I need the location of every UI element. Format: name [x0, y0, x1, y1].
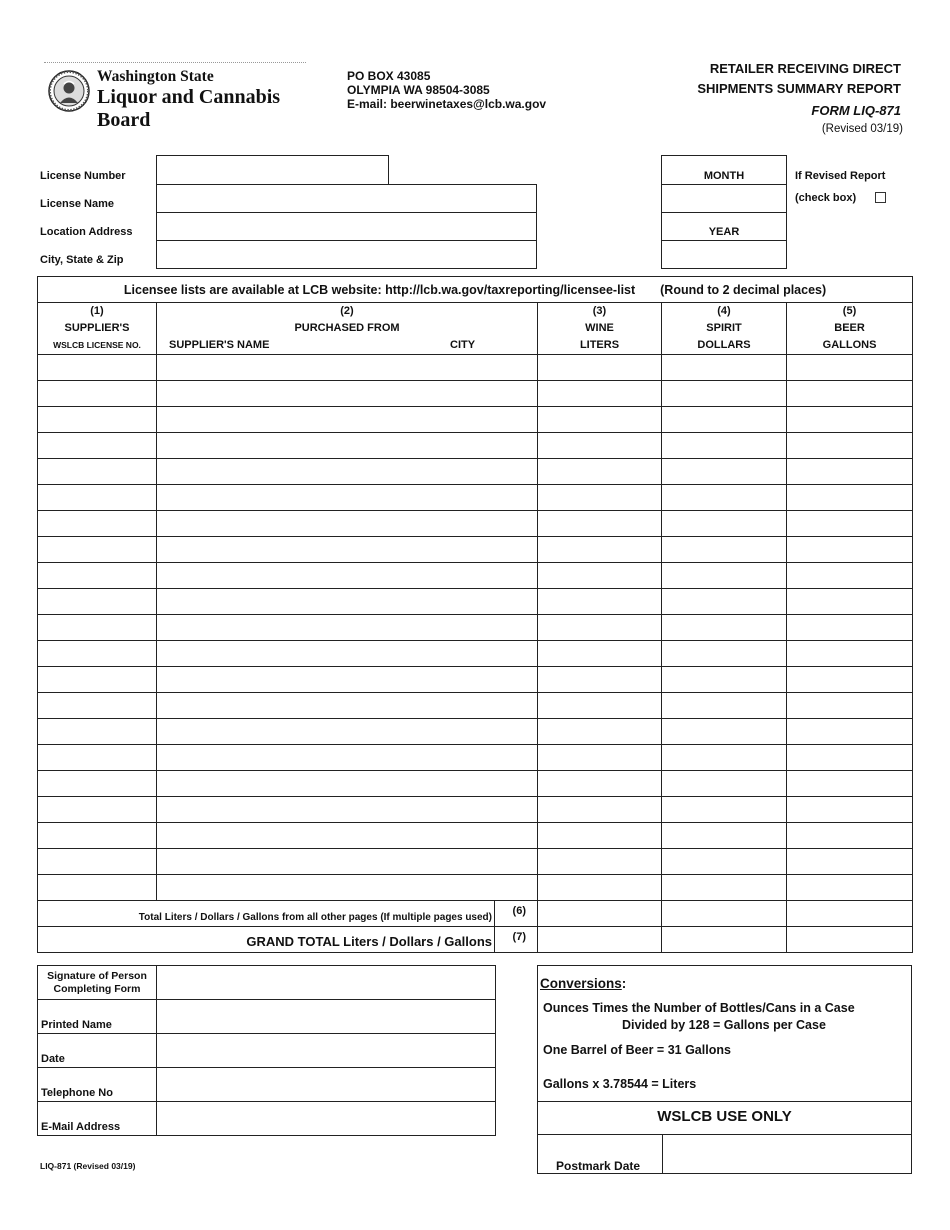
date-label: Date	[41, 1053, 65, 1065]
col5-num: (5)	[842, 305, 857, 317]
entry-row	[38, 537, 913, 563]
beer-gallons-cell[interactable]	[787, 511, 913, 537]
entry-row	[38, 355, 913, 381]
printed-name-label: Printed Name	[41, 1019, 112, 1031]
beer-gallons-cell[interactable]	[787, 693, 913, 719]
round-note: (Round to 2 decimal places)	[660, 282, 827, 297]
spirit-dollars-cell[interactable]	[662, 719, 787, 745]
wine-liters-cell[interactable]	[538, 615, 662, 641]
licensee-list-notice: Licensee lists are available at LCB website: http://lcb.wa.gov/taxreporting/licensee-list	[123, 282, 636, 297]
entry-row	[38, 745, 913, 771]
letterhead	[40, 62, 330, 131]
spirit-total-cell[interactable]	[662, 927, 787, 953]
entry-row	[38, 459, 913, 485]
mailing-address	[347, 69, 546, 111]
city-state-zip-input[interactable]	[156, 240, 537, 269]
beer-gallons-cell[interactable]	[787, 459, 913, 485]
wine-liters-cell[interactable]	[538, 693, 662, 719]
conversion-line2: Divided by 128 = Gallons per Case	[622, 1018, 826, 1032]
beer-gallons-cell[interactable]	[787, 537, 913, 563]
supplier-license-cell[interactable]	[38, 875, 157, 901]
supplier-name-city-cell[interactable]	[157, 459, 538, 485]
spirit-dollars-cell[interactable]	[662, 849, 787, 875]
beer-gallons-cell[interactable]	[787, 823, 913, 849]
entry-row	[38, 823, 913, 849]
conversion-line4: Gallons x 3.78544 = Liters	[543, 1077, 697, 1091]
location-address-label: Location Address	[40, 226, 133, 238]
spirit-dollars-cell[interactable]	[662, 797, 787, 823]
beer-gallons-cell[interactable]	[787, 771, 913, 797]
supplier-license-cell[interactable]	[38, 433, 157, 459]
supplier-name-city-cell[interactable]	[157, 693, 538, 719]
spirit-dollars-cell[interactable]	[662, 511, 787, 537]
grand-total-label: GRAND TOTAL Liters / Dollars / Gallons	[246, 934, 492, 949]
supplier-license-cell[interactable]	[38, 355, 157, 381]
wine-liters-cell[interactable]	[538, 485, 662, 511]
wine-liters-cell[interactable]	[538, 823, 662, 849]
spirit-dollars-cell[interactable]	[662, 745, 787, 771]
beer-gallons-cell[interactable]	[787, 589, 913, 615]
total-other-pages-row-num-divider	[494, 901, 495, 926]
beer-gallons-cell[interactable]	[787, 849, 913, 875]
supplier-name-city-cell[interactable]	[157, 641, 538, 667]
telephone-label: Telephone No	[41, 1087, 113, 1099]
supplier-name-city-cell[interactable]	[157, 823, 538, 849]
supplier-license-cell[interactable]	[38, 771, 157, 797]
telephone-label-cell	[38, 1068, 157, 1102]
total-other-pages-row	[38, 901, 913, 927]
wslcb-divider-top	[538, 1101, 911, 1102]
entry-row	[38, 797, 913, 823]
spirit-dollars-cell[interactable]	[662, 407, 787, 433]
col4-line1: SPIRIT	[706, 322, 742, 334]
year-label-box	[661, 212, 787, 241]
col1-header	[38, 303, 157, 355]
letterhead-rule	[44, 62, 306, 63]
spirit-dollars-cell[interactable]	[662, 771, 787, 797]
entry-row	[38, 641, 913, 667]
wslcb-use-only: WSLCB USE ONLY	[657, 1108, 792, 1125]
supplier-name-city-cell[interactable]	[157, 433, 538, 459]
revised-date: (Revised 03/19)	[821, 123, 903, 135]
notice-cell	[38, 277, 913, 303]
spirit-total-cell[interactable]	[662, 901, 787, 927]
email-line: E-mail: beerwinetaxes@lcb.wa.gov	[347, 97, 547, 111]
supplier-license-cell[interactable]	[38, 823, 157, 849]
address-line1: PO BOX 43085	[347, 69, 431, 83]
column-header-row	[38, 303, 913, 355]
wine-liters-cell[interactable]	[538, 459, 662, 485]
signature-label: Signature of Person Completing Form	[47, 969, 147, 995]
beer-gallons-cell[interactable]	[787, 667, 913, 693]
supplier-name-city-cell[interactable]	[157, 407, 538, 433]
date-label-cell	[38, 1034, 157, 1068]
col2-num: (2)	[340, 305, 354, 317]
license-number-input[interactable]	[156, 155, 389, 185]
entry-row	[38, 693, 913, 719]
col3-header	[538, 303, 662, 355]
grand-total-row	[38, 927, 913, 953]
supplier-name-city-cell[interactable]	[157, 537, 538, 563]
postmark-label: Postmark Date	[556, 1159, 641, 1173]
postmark-input[interactable]	[663, 1135, 911, 1173]
spirit-dollars-cell[interactable]	[662, 537, 787, 563]
conversion-line3: One Barrel of Beer = 31 Gallons	[543, 1043, 731, 1057]
report-title	[697, 59, 901, 121]
state-seal-icon	[48, 70, 90, 112]
entry-row	[38, 719, 913, 745]
wine-liters-cell[interactable]	[538, 407, 662, 433]
col1-line2: WSLCB LICENSE NO.	[53, 340, 141, 350]
total-other-pages-row-label-cell	[38, 901, 538, 927]
spirit-dollars-cell[interactable]	[662, 459, 787, 485]
col5-line2: GALLONS	[822, 339, 877, 351]
wine-liters-cell[interactable]	[538, 667, 662, 693]
entry-row	[38, 433, 913, 459]
month-label: MONTH	[703, 170, 745, 182]
col2-city: CITY	[450, 339, 476, 351]
spirit-dollars-cell[interactable]	[662, 667, 787, 693]
supplier-license-cell[interactable]	[38, 693, 157, 719]
month-input[interactable]	[661, 184, 787, 213]
year-input[interactable]	[661, 240, 787, 269]
grand-total-row-num-divider	[494, 927, 495, 952]
signature-block	[37, 965, 496, 1136]
entry-row	[38, 589, 913, 615]
supplier-license-cell[interactable]	[38, 641, 157, 667]
spirit-dollars-cell[interactable]	[662, 381, 787, 407]
supplier-license-cell[interactable]	[38, 511, 157, 537]
beer-gallons-cell[interactable]	[787, 875, 913, 901]
col2-supplier-name: SUPPLIER'S NAME	[169, 339, 270, 351]
col3-line2: LITERS	[579, 339, 620, 351]
notice-row	[38, 277, 913, 303]
spirit-dollars-cell[interactable]	[662, 433, 787, 459]
beer-gallons-cell[interactable]	[787, 485, 913, 511]
wine-liters-cell[interactable]	[538, 563, 662, 589]
wine-liters-cell[interactable]	[538, 745, 662, 771]
col2-header	[157, 303, 538, 355]
supplier-license-cell[interactable]	[38, 459, 157, 485]
wine-total-cell[interactable]	[538, 901, 662, 927]
entry-row	[38, 485, 913, 511]
spirit-dollars-cell[interactable]	[662, 693, 787, 719]
conversions-title-colon: :	[621, 976, 627, 991]
supplier-license-cell[interactable]	[38, 485, 157, 511]
supplier-license-cell[interactable]	[38, 589, 157, 615]
supplier-license-cell[interactable]	[38, 407, 157, 433]
beer-gallons-cell[interactable]	[787, 797, 913, 823]
wine-liters-cell[interactable]	[538, 771, 662, 797]
supplier-license-cell[interactable]	[38, 797, 157, 823]
supplier-license-cell[interactable]	[38, 719, 157, 745]
entry-row	[38, 381, 913, 407]
supplier-name-city-cell[interactable]	[157, 745, 538, 771]
supplier-name-city-cell[interactable]	[157, 771, 538, 797]
spirit-dollars-cell[interactable]	[662, 355, 787, 381]
agency-name-line1: Washington State	[97, 68, 214, 85]
location-address-input[interactable]	[156, 212, 537, 241]
col3-num: (3)	[592, 305, 607, 317]
revised-report-label: If Revised Report	[795, 170, 886, 182]
entry-row	[38, 615, 913, 641]
grand-total-row-label-cell	[38, 927, 538, 953]
supplier-name-city-cell[interactable]	[157, 719, 538, 745]
entry-row	[38, 849, 913, 875]
conversion-line1: Ounces Times the Number of Bottles/Cans in a Case	[543, 1001, 855, 1015]
wine-liters-cell[interactable]	[538, 589, 662, 615]
telephone-input[interactable]	[157, 1068, 496, 1102]
wine-liters-cell[interactable]	[538, 511, 662, 537]
license-name-input[interactable]	[156, 184, 537, 213]
conversions-title-wrap	[540, 976, 626, 991]
address-line2: OLYMPIA WA 98504-3085	[347, 83, 490, 97]
entry-row	[38, 407, 913, 433]
date-input[interactable]	[157, 1034, 496, 1068]
footer-form-revision: LIQ-871 (Revised 03/19)	[40, 1161, 136, 1171]
wine-liters-cell[interactable]	[538, 719, 662, 745]
col4-header	[662, 303, 787, 355]
beer-total-cell[interactable]	[787, 901, 913, 927]
agency-name-line2: Liquor and Cannabis Board	[97, 86, 281, 131]
year-label: YEAR	[708, 226, 740, 238]
form-id: FORM LIQ-871	[811, 103, 901, 118]
wine-liters-cell[interactable]	[538, 849, 662, 875]
spirit-dollars-cell[interactable]	[662, 641, 787, 667]
total-other-pages-label: Total Liters / Dollars / Gallons from all other pages (If multiple pages used)	[138, 912, 492, 923]
spirit-dollars-cell[interactable]	[662, 823, 787, 849]
beer-gallons-cell[interactable]	[787, 719, 913, 745]
beer-gallons-cell[interactable]	[787, 381, 913, 407]
email-label: E-Mail Address	[41, 1121, 121, 1133]
col5-header	[787, 303, 913, 355]
supplier-license-cell[interactable]	[38, 537, 157, 563]
beer-total-cell[interactable]	[787, 927, 913, 953]
wine-liters-cell[interactable]	[538, 537, 662, 563]
supplier-name-city-cell[interactable]	[157, 667, 538, 693]
supplier-name-city-cell[interactable]	[157, 381, 538, 407]
license-name-label: License Name	[40, 198, 114, 210]
month-label-box	[661, 155, 787, 185]
wine-total-cell[interactable]	[538, 927, 662, 953]
email-input[interactable]	[157, 1102, 496, 1136]
supplier-license-cell[interactable]	[38, 745, 157, 771]
printed-name-input[interactable]	[157, 1000, 496, 1034]
beer-gallons-cell[interactable]	[787, 615, 913, 641]
supplier-license-cell[interactable]	[38, 381, 157, 407]
entry-row	[38, 771, 913, 797]
shipments-table	[37, 276, 913, 953]
license-number-label: License Number	[40, 170, 126, 182]
spirit-dollars-cell[interactable]	[662, 589, 787, 615]
wine-liters-cell[interactable]	[538, 381, 662, 407]
supplier-name-city-cell[interactable]	[157, 615, 538, 641]
spirit-dollars-cell[interactable]	[662, 563, 787, 589]
beer-gallons-cell[interactable]	[787, 407, 913, 433]
supplier-license-cell[interactable]	[38, 615, 157, 641]
wine-liters-cell[interactable]	[538, 355, 662, 381]
supplier-name-city-cell[interactable]	[157, 849, 538, 875]
check-box-label: (check box)	[795, 192, 857, 204]
beer-gallons-cell[interactable]	[787, 355, 913, 381]
entry-row	[38, 875, 913, 901]
wine-liters-cell[interactable]	[538, 797, 662, 823]
total-other-pages-num: (6)	[512, 905, 526, 917]
supplier-name-city-cell[interactable]	[157, 589, 538, 615]
supplier-name-city-cell[interactable]	[157, 355, 538, 381]
printed-name-label-cell	[38, 1000, 157, 1034]
col5-line1: BEER	[834, 322, 865, 334]
supplier-name-city-cell[interactable]	[157, 485, 538, 511]
col4-line2: DOLLARS	[697, 339, 751, 351]
signature-input[interactable]	[157, 966, 496, 1000]
supplier-license-cell[interactable]	[38, 667, 157, 693]
spirit-dollars-cell[interactable]	[662, 615, 787, 641]
col3-line1: WINE	[585, 322, 614, 334]
supplier-name-city-cell[interactable]	[157, 511, 538, 537]
beer-gallons-cell[interactable]	[787, 433, 913, 459]
supplier-license-cell[interactable]	[38, 849, 157, 875]
spirit-dollars-cell[interactable]	[662, 875, 787, 901]
entry-row	[38, 511, 913, 537]
title-line1: RETAILER RECEIVING DIRECT	[709, 61, 901, 76]
email-label-cell	[38, 1102, 157, 1136]
signature-label-cell	[38, 966, 157, 1000]
supplier-license-cell[interactable]	[38, 563, 157, 589]
entry-row	[38, 667, 913, 693]
wine-liters-cell[interactable]	[538, 875, 662, 901]
conversions-box	[537, 965, 912, 1174]
beer-gallons-cell[interactable]	[787, 563, 913, 589]
entry-row	[38, 563, 913, 589]
city-state-zip-label: City, State & Zip	[40, 254, 124, 266]
supplier-name-city-cell[interactable]	[157, 563, 538, 589]
revised-report-checkbox[interactable]	[875, 192, 886, 203]
col2-line1: PURCHASED FROM	[294, 322, 400, 334]
col4-num: (4)	[717, 305, 731, 317]
grand-total-num: (7)	[512, 931, 526, 943]
beer-gallons-cell[interactable]	[787, 641, 913, 667]
beer-gallons-cell[interactable]	[787, 745, 913, 771]
wine-liters-cell[interactable]	[538, 641, 662, 667]
conversions-title: Conversions	[540, 976, 622, 991]
col1-line1: SUPPLIER'S	[64, 322, 130, 334]
title-line2: SHIPMENTS SUMMARY REPORT	[697, 81, 901, 96]
col1-num: (1)	[90, 305, 104, 317]
wine-liters-cell[interactable]	[538, 433, 662, 459]
supplier-name-city-cell[interactable]	[157, 875, 538, 901]
supplier-name-city-cell[interactable]	[157, 797, 538, 823]
spirit-dollars-cell[interactable]	[662, 485, 787, 511]
